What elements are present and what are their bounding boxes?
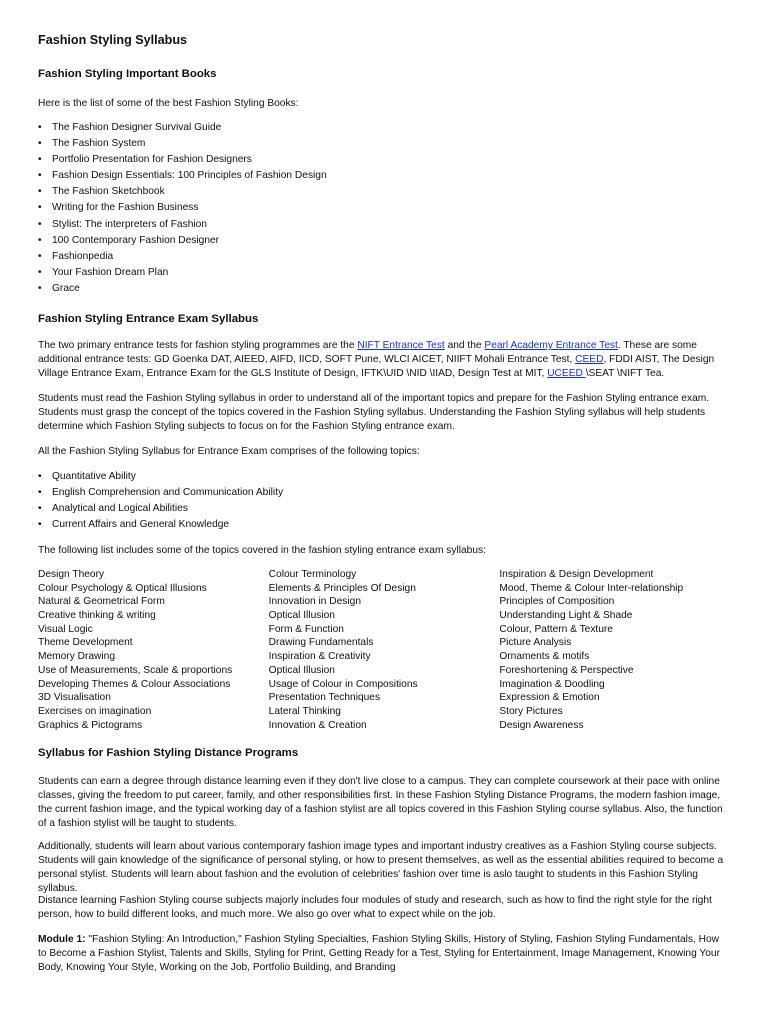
topic-item: Natural & Geometrical Form [38, 596, 165, 608]
list-item: • English Comprehension and Communication Ability [38, 485, 730, 501]
topic-item: Lateral Thinking [268, 705, 341, 717]
text-run: and the [444, 340, 485, 351]
topic-item: Theme Development [38, 637, 133, 649]
list-item: • The Fashion System [38, 136, 730, 152]
topics-column-1 [38, 568, 269, 732]
topic-item: 3D Visualisation [38, 692, 111, 704]
topics-column-3 [499, 568, 730, 732]
topics-column-2 [269, 568, 500, 732]
topic-item: Principles of Composition [499, 596, 615, 608]
topics-list [38, 469, 730, 533]
uceed-link[interactable]: UCEED [547, 368, 586, 379]
distance-paragraph-2: Additionally, students will learn about various contemporary fashion image types and important industry creatives as a Fashion Styling course subjects. Students will gain knowledge of the significance of personal styling, or how to present themselves, as well as the essential abilities required to become a personal stylist. Students will learn about fashion and the evolution of celebrities' fashion over time is aslo taught to students in this Fashion Styling syllabus. [38, 841, 724, 894]
module-1-paragraph [38, 933, 730, 975]
topic-item: Developing Themes & Colour Associations [38, 678, 231, 690]
exam-heading: Fashion Styling Entrance Exam Syllabus [38, 313, 259, 325]
topic-item: Ornaments & motifs [499, 651, 590, 663]
topic-item: Drawing Fundamentals [268, 637, 374, 649]
exam-paragraph-tests [38, 339, 730, 381]
list-item: • Portfolio Presentation for Fashion Designers [38, 152, 730, 168]
topic-item: Inspiration & Creativity [268, 651, 371, 663]
topic-item: Design Awareness [499, 719, 584, 731]
topic-item: Optical Illusion [268, 610, 335, 622]
topic-item: Story Pictures [499, 705, 563, 717]
topic-item: Colour, Pattern & Texture [499, 623, 613, 635]
topic-item: Colour Terminology [268, 569, 357, 580]
nift-entrance-test-link[interactable]: NIFT Entrance Test [357, 340, 445, 351]
topic-item: Design Theory [38, 569, 105, 580]
distance-paragraph-1: Students can earn a degree through distance learning even if they don't live close to a campus. They can complete coursework at their pace with online classes, giving the freedom to put career, family, and other responsibilities first. In these Fashion Styling Distance Programs, the modern fashion image, the current fashion image, and the typical working day of a fashion stylist are all topics covered in this Fashion Styling course syllabus. Also, the function of a fashion stylist will be taught to students. [38, 776, 723, 829]
topic-item: Memory Drawing [38, 651, 115, 663]
list-item: • Your Fashion Dream Plan [38, 265, 730, 281]
list-item: • Writing for the Fashion Business [38, 200, 730, 216]
module-1-text: "Fashion Styling: An Introduction," Fashion Styling Specialties, Fashion Styling Skills, History of Styling, Fashion Styling Fundamentals, How to Become a Fashion Stylist, Talents and Skills, Styling for Print, Getting Ready for a Test, Styling for Entertainment, Image Management, Knowing Your Body, Knowing Your Style, Working on the Job, Portfolio Building, and Branding [38, 934, 720, 973]
topic-item: Exercises on imagination [38, 705, 152, 717]
exam-paragraph-topics-intro: All the Fashion Styling Syllabus for Entrance Exam comprises of the following topics: [38, 446, 420, 457]
list-item: • 100 Contemporary Fashion Designer [38, 233, 730, 249]
topic-item: Form & Function [268, 623, 344, 635]
list-item: • Quantitative Ability [38, 469, 730, 485]
topic-item: Expression & Emotion [499, 692, 600, 704]
topic-item: Picture Analysis [499, 637, 572, 649]
list-item: • Stylist: The interpreters of Fashion [38, 217, 730, 233]
page-title: Fashion Styling Syllabus [38, 33, 188, 47]
books-heading: Fashion Styling Important Books [38, 68, 217, 80]
topic-item: Inspiration & Design Development [499, 569, 654, 580]
topics-columns [38, 568, 730, 732]
list-item: • The Fashion Designer Survival Guide [38, 120, 730, 136]
topic-item: Imagination & Doodling [499, 678, 605, 690]
topic-item: Foreshortening & Perspective [499, 664, 634, 676]
text-run: . These are some additional entrance tests: GD Goenka DAT, AIEED, AIFD, IICD, SOFT Pune, WLCI AICET, NIIFT Mohali Entrance Test, [38, 340, 697, 365]
list-item: • Fashion Design Essentials: 100 Principles of Fashion Design [38, 168, 730, 184]
topic-item: Understanding Light & Shade [499, 610, 633, 622]
pearl-academy-entrance-test-link[interactable]: Pearl Academy Entrance Test [484, 340, 618, 351]
topic-item: Mood, Theme & Colour Inter-relationship [499, 582, 684, 594]
topic-item: Optical Illusion [268, 664, 335, 676]
list-item: • Fashionpedia [38, 249, 730, 265]
topic-item: Presentation Techniques [268, 692, 381, 704]
topic-item: Visual Logic [38, 623, 93, 635]
distance-heading: Syllabus for Fashion Styling Distance Programs [38, 747, 299, 759]
text-run: The two primary entrance tests for fashion styling programmes are the [38, 340, 358, 351]
topic-item: Elements & Principles Of Design [268, 582, 416, 594]
topic-item: Innovation in Design [268, 596, 361, 608]
distance-paragraph-3: Distance learning Fashion Styling course subjects majorly includes four modules of study and research, such as how to find the right style for the right person, how to build different looks, and much more. We also go over what to expect while on the job. [38, 895, 712, 920]
exam-paragraph-prepare: Students must read the Fashion Styling syllabus in order to understand all of the important topics and prepare for the Fashion Styling entrance exam. Students must grasp the concept of the topics covered in the Fashion Styling syllabus. Understanding the Fashion Styling syllabus will help students determine which Fashion Styling subjects to focus on for the Fashion Styling entrance exam. [38, 393, 710, 432]
list-item: • The Fashion Sketchbook [38, 184, 730, 200]
topic-item: Creative thinking & writing [38, 610, 156, 622]
list-item: • Grace [38, 281, 730, 297]
topic-item: Colour Psychology & Optical Illusions [38, 582, 207, 594]
module-1-label: Module 1: [38, 934, 86, 945]
exam-paragraph-list-intro: The following list includes some of the topics covered in the fashion styling entrance exam syllabus: [38, 545, 486, 556]
text-run: \SEAT \NIFT Tea. [585, 368, 665, 379]
list-item: • Current Affairs and General Knowledge [38, 517, 730, 533]
topic-item: Usage of Colour in Compositions [268, 678, 418, 690]
topic-item: Innovation & Creation [268, 719, 367, 731]
list-item: • Analytical and Logical Abilities [38, 501, 730, 517]
books-intro: Here is the list of some of the best Fashion Styling Books: [38, 98, 299, 109]
text-run: , FDDI AIST, The Design Village Entrance Exam, Entrance Exam for the GLS Institute of Design, IFTK\UID \NID \IIAD, Design Test at MIT, [38, 354, 715, 379]
ceed-link[interactable]: CEED [575, 354, 604, 365]
topic-item: Graphics & Pictograms [38, 719, 143, 731]
topic-item: Use of Measurements, Scale & proportions [38, 664, 233, 676]
books-list [38, 120, 730, 297]
